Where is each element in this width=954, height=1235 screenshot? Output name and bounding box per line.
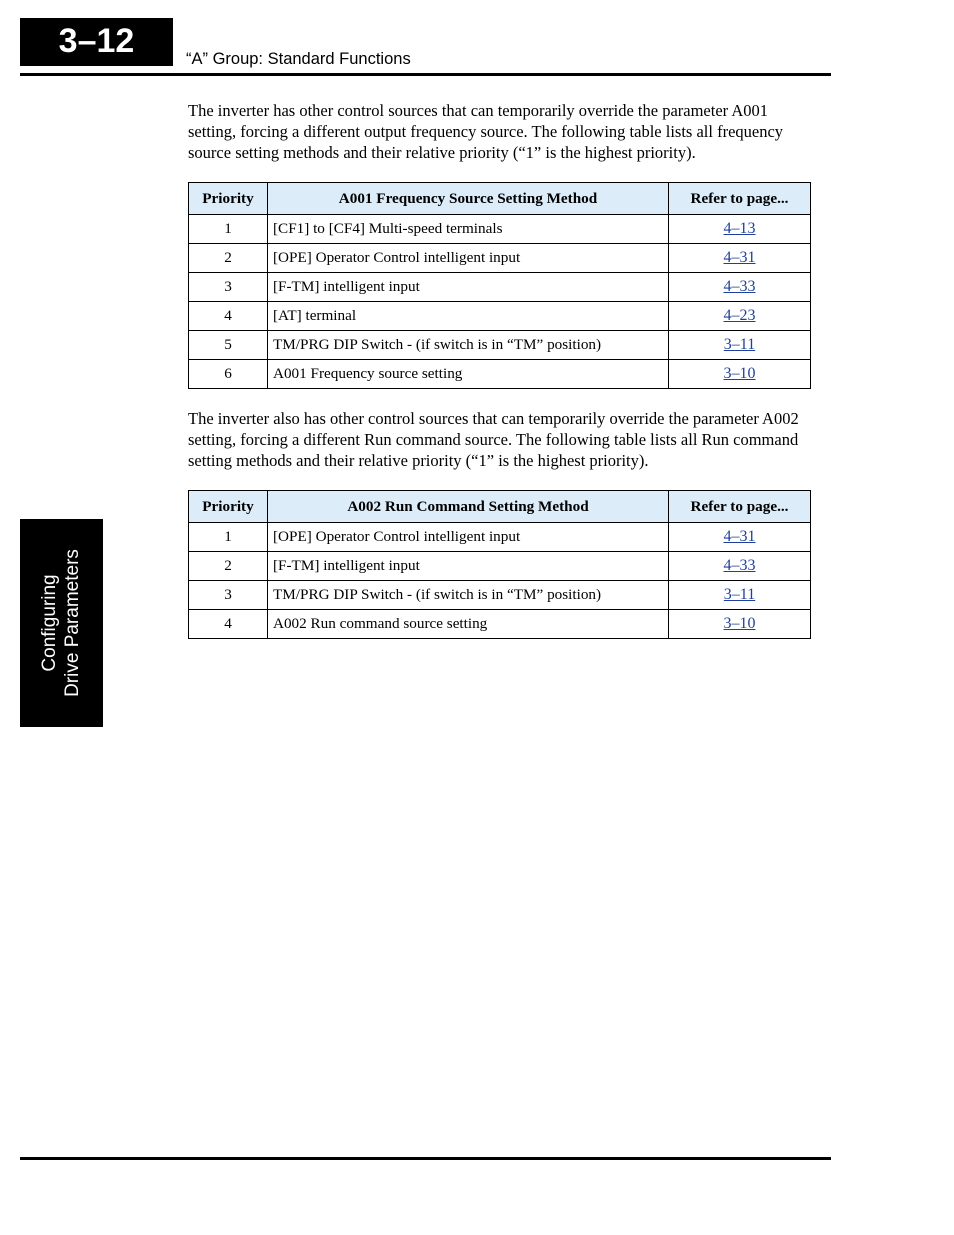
column-header-method: A002 Run Command Setting Method [268,491,669,523]
header-rule [20,73,831,76]
column-header-method: A001 Frequency Source Setting Method [268,183,669,215]
side-tab-line2: Drive Parameters [62,549,83,697]
page-link[interactable]: 4–31 [723,528,756,545]
method-cell: [AT] terminal [268,302,669,331]
method-cell: [CF1] to [CF4] Multi-speed terminals [268,215,669,244]
page-link[interactable]: 4–13 [723,220,756,237]
table-row [189,523,811,552]
priority-cell: 1 [189,523,268,552]
page-ref-cell [669,273,811,302]
page-ref-cell [669,331,811,360]
priority-cell: 5 [189,331,268,360]
priority-cell: 2 [189,244,268,273]
method-cell: [OPE] Operator Control intelligent input [268,244,669,273]
page-link[interactable]: 4–23 [723,307,756,324]
priority-cell: 4 [189,302,268,331]
page-link[interactable]: 4–33 [723,278,756,295]
column-header-page: Refer to page... [669,183,811,215]
table-header-row [189,183,811,215]
method-cell: TM/PRG DIP Switch - (if switch is in “TM” position) [268,331,669,360]
column-header-priority: Priority [189,183,268,215]
table-row [189,302,811,331]
priority-cell: 3 [189,581,268,610]
table-header-row [189,491,811,523]
method-cell: A001 Frequency source setting [268,360,669,389]
table-row [189,610,811,639]
page-ref-cell [669,244,811,273]
section-title: “A” Group: Standard Functions [186,50,411,68]
column-header-page: Refer to page... [669,491,811,523]
page-ref-cell [669,610,811,639]
page-number: 3–12 [58,22,135,60]
page-ref-cell [669,523,811,552]
table-row [189,273,811,302]
page-link[interactable]: 3–11 [723,336,756,353]
page-ref-cell [669,581,811,610]
table-row [189,581,811,610]
method-cell: [F-TM] intelligent input [268,273,669,302]
priority-cell: 3 [189,273,268,302]
priority-cell: 1 [189,215,268,244]
side-tab-label [38,523,84,723]
page-ref-cell [669,302,811,331]
footer-rule [20,1157,831,1160]
table-row [189,360,811,389]
page-link[interactable]: 3–11 [723,586,756,603]
page-link[interactable]: 3–10 [723,365,756,382]
table-row [189,331,811,360]
page-ref-cell [669,360,811,389]
page-ref-cell [669,215,811,244]
priority-cell: 6 [189,360,268,389]
table-row [189,215,811,244]
table-row [189,244,811,273]
method-cell: [F-TM] intelligent input [268,552,669,581]
a002-priority-table [188,490,811,639]
intro-paragraph-a002: The inverter also has other control sources that can temporarily override the parameter A002 setting, forcing a different Run command source. The following table lists all Run command setting methods and their relative priority (“1” is the highest priority). [188,409,799,470]
method-cell: A002 Run command source setting [268,610,669,639]
priority-cell: 4 [189,610,268,639]
page-link[interactable]: 4–31 [723,249,756,266]
page-link[interactable]: 4–33 [723,557,756,574]
column-header-priority: Priority [189,491,268,523]
table-row [189,552,811,581]
intro-paragraph-a001: The inverter has other control sources that can temporarily override the parameter A001 setting, forcing a different output frequency source. The following table lists all frequency source setting methods and their relative priority (“1” is the highest priority). [188,101,784,162]
a001-priority-table [188,182,811,389]
page-link[interactable]: 3–10 [723,615,756,632]
method-cell: TM/PRG DIP Switch - (if switch is in “TM” position) [268,581,669,610]
page-ref-cell [669,552,811,581]
side-tab-line1: Configuring [39,574,60,672]
priority-cell: 2 [189,552,268,581]
method-cell: [OPE] Operator Control intelligent input [268,523,669,552]
